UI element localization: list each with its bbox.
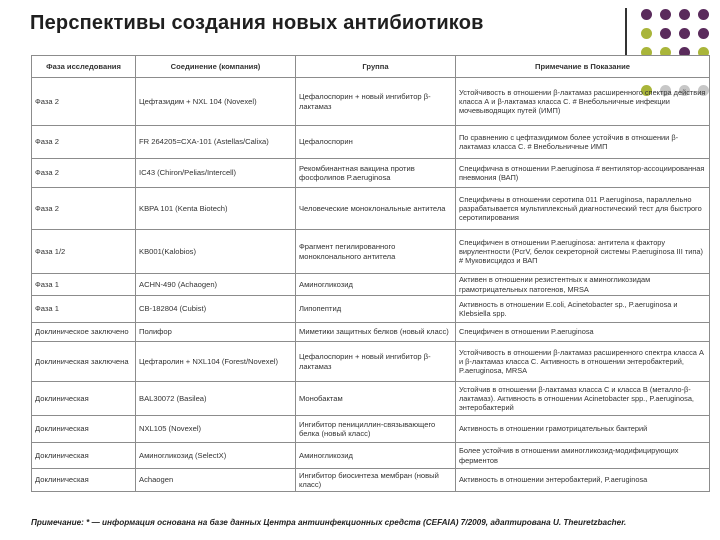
cell-note: Более устойчив в отношении аминогликозид-модифицирующих ферментов: [456, 443, 710, 469]
decorative-dot: [698, 28, 709, 39]
table-row: [32, 126, 710, 159]
cell-phase: Фаза 2: [32, 188, 136, 230]
table-header-row: [32, 56, 710, 78]
antibiotics-table: [31, 55, 710, 492]
footnote: Примечание: * — информация основана на базе данных Центра антиинфекционных средств (CEFAIA) 7/2009, адаптирована U. Theuretzbacher.: [31, 518, 627, 527]
decorative-dot: [660, 9, 671, 20]
cell-compound: FR 264205=CXA-101 (Astellas/Calixa): [136, 126, 296, 159]
cell-compound: IC43 (Chiron/Pelias/Intercell): [136, 159, 296, 188]
header-phase: Фаза исследования: [32, 56, 136, 78]
cell-phase: Доклиническая: [32, 443, 136, 469]
header-note: Примечание в Показание: [456, 56, 710, 78]
table-row: [32, 416, 710, 443]
decorative-dot: [641, 28, 652, 39]
cell-note: По сравнению с цефтазидимом более устойчив в отношении β-лактамаз класса С. # Внебольничные ИМП: [456, 126, 710, 159]
table-row: [32, 469, 710, 492]
cell-phase: Фаза 2: [32, 78, 136, 126]
cell-phase: Фаза 1: [32, 274, 136, 296]
cell-note: Специфичен в отношении P.aeruginosa: антитела к фактору вирулентности (PcrV, белок секреторной системы P.aeruginosa III типа) # Муковисцидоз и ВАП: [456, 230, 710, 274]
cell-phase: Доклиническая: [32, 416, 136, 443]
decorative-dot: [679, 28, 690, 39]
cell-group: Цефалоспорин + новый ингибитор β-лактамаз: [296, 342, 456, 382]
slide-title: Перспективы создания новых антибиотиков: [30, 12, 484, 34]
decorative-dot: [641, 9, 652, 20]
table-row: [32, 296, 710, 323]
cell-phase: Доклиническая заключена: [32, 342, 136, 382]
cell-note: Специфична в отношении P.aeruginosa # вентилятор-ассоциированная пневмония (ВАП): [456, 159, 710, 188]
cell-compound: KB001(Kalobios): [136, 230, 296, 274]
table-row: [32, 159, 710, 188]
cell-group: Монобактам: [296, 382, 456, 416]
cell-phase: Фаза 2: [32, 159, 136, 188]
cell-note: Устойчивость в отношении β-лактамаз расширенного спектра действия класса А и β-лактамаз класса С. # Внебольничные инфекции мочевыводящих путей (ИМП): [456, 78, 710, 126]
header-compound: Соединение (компания): [136, 56, 296, 78]
header-group: Группа: [296, 56, 456, 78]
cell-phase: Доклиническая: [32, 469, 136, 492]
cell-note: Специфичен в отношении P.aeruginosa: [456, 323, 710, 342]
table-row: [32, 274, 710, 296]
cell-phase: Фаза 1: [32, 296, 136, 323]
cell-note: Активен в отношении резистентных к аминогликозидам грамотрицательных патогенов, MRSA: [456, 274, 710, 296]
cell-group: Цефалоспорин: [296, 126, 456, 159]
cell-note: Активность в отношении грамотрицательных бактерий: [456, 416, 710, 443]
table-row: [32, 382, 710, 416]
cell-note: Устойчив в отношении β-лактамаз класса С и класса В (металло-β-лактамаз). Активность в отношении Acinetobacter spp., P.aeruginosa, энтеробактерий: [456, 382, 710, 416]
cell-group: Аминогликозид: [296, 274, 456, 296]
decorative-dot: [698, 9, 709, 20]
cell-group: Липопептид: [296, 296, 456, 323]
cell-group: Ингибитор пенициллин-связывающего белка (новый класс): [296, 416, 456, 443]
cell-compound: Цефтазидим + NXL 104 (Novexel): [136, 78, 296, 126]
cell-compound: CB-182804 (Cubist): [136, 296, 296, 323]
cell-note: Специфичны в отношении серотипа 011 P.aeruginosa, параллельно разрабатывается мультиплексный диагностический тест для быстрого серотипирования: [456, 188, 710, 230]
cell-note: Активность в отношении E.coli, Acinetobacter sp., P.aeruginosa и Klebsiella spp.: [456, 296, 710, 323]
table-row: [32, 342, 710, 382]
cell-group: Миметики защитных белков (новый класс): [296, 323, 456, 342]
cell-group: Человеческие моноклональные антитела: [296, 188, 456, 230]
cell-note: Устойчивость в отношении β-лактамаз расширенного спектра класса А и β-лактамаз класса С. Активность в отношении энтеробактерий, P.aeruginosa, MRSA: [456, 342, 710, 382]
cell-phase: Доклиническая: [32, 382, 136, 416]
cell-phase: Доклиническое заключено: [32, 323, 136, 342]
cell-group: Цефалоспорин + новый ингибитор β-лактамаз: [296, 78, 456, 126]
table-row: [32, 188, 710, 230]
cell-group: Фрагмент пегилированного моноклонального антитела: [296, 230, 456, 274]
cell-compound: Полифор: [136, 323, 296, 342]
decorative-dot: [679, 9, 690, 20]
table-row: [32, 78, 710, 126]
cell-phase: Фаза 2: [32, 126, 136, 159]
table-row: [32, 323, 710, 342]
table-row: [32, 230, 710, 274]
table-row: [32, 443, 710, 469]
cell-group: Рекомбинантная вакцина против фосфолипов P.aeruginosa: [296, 159, 456, 188]
cell-compound: BAL30072 (Basilea): [136, 382, 296, 416]
cell-compound: NXL105 (Novexel): [136, 416, 296, 443]
cell-phase: Фаза 1/2: [32, 230, 136, 274]
cell-compound: ACHN-490 (Achaogen): [136, 274, 296, 296]
cell-compound: Аминогликозид (SelectX): [136, 443, 296, 469]
antibiotics-table-container: [31, 55, 709, 492]
decorative-dot: [660, 28, 671, 39]
cell-group: Ингибитор биосинтеза мембран (новый класс): [296, 469, 456, 492]
cell-compound: KBPA 101 (Kenta Biotech): [136, 188, 296, 230]
cell-group: Аминогликозид: [296, 443, 456, 469]
cell-compound: Цефтаролин + NXL104 (Forest/Novexel): [136, 342, 296, 382]
cell-compound: Achaogen: [136, 469, 296, 492]
cell-note: Активность в отношении энтеробактерий, P.aeruginosa: [456, 469, 710, 492]
